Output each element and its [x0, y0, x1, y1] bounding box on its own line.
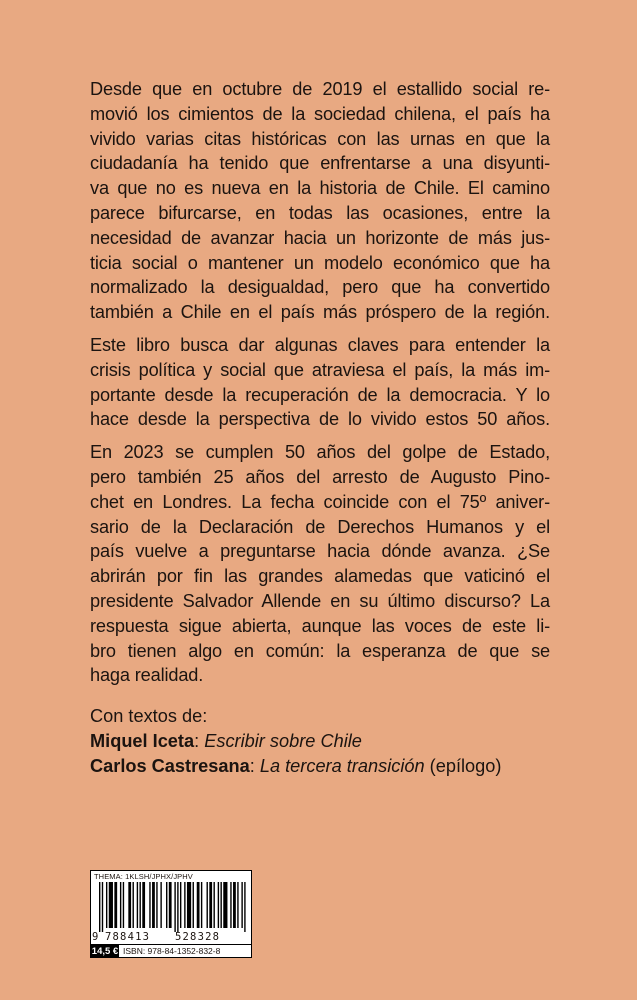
barcode-bar [241, 882, 242, 928]
barcode-bar [149, 882, 150, 928]
barcode-bar [193, 882, 194, 928]
barcode-digit-group-1: 788413 [105, 931, 151, 943]
text-line: chet en Londres. La fecha coincide con el 75º aniver- [90, 491, 550, 512]
text-line: va que no es nueva en la historia de Chile. El camino [90, 178, 550, 199]
text-line: presidente Salvador Allende en su último discurso? La [90, 590, 550, 611]
text-line: sario de la Declaración de Derechos Humanos y el [90, 516, 550, 537]
barcode-bar [223, 882, 227, 928]
barcode-bar [166, 882, 167, 928]
text-line: bro tienen algo en común: la esperanza de que se [90, 640, 550, 661]
barcode-bar [230, 882, 231, 928]
text-title: Escribir sobre Chile [204, 730, 362, 751]
barcode-bar [218, 882, 219, 928]
barcode-bar [213, 882, 214, 928]
credit-line [90, 754, 550, 779]
barcode-bar [174, 882, 175, 932]
barcode-bar [180, 882, 181, 928]
text-line: Este libro busca dar algunas claves para entender la [90, 334, 550, 355]
barcode-bar [102, 882, 103, 932]
price-isbn-row [91, 944, 251, 958]
barcode-bar [169, 882, 172, 928]
text-line: abrirán por fin las grandes alamedas que vaticinó el [90, 566, 550, 587]
barcode-bar [197, 882, 200, 928]
text-title: La tercera transición [259, 755, 425, 776]
text-line: hace desde la perspectiva de lo vivido estos 50 años. [90, 409, 550, 430]
barcode-bar [139, 882, 140, 928]
barcode-lead-digit: 9 [92, 931, 99, 943]
barcode-digit-group-2: 528328 [175, 931, 221, 943]
isbn-barcode-label [90, 870, 252, 958]
text-line: normalizado la desigualdad, pero que ha convertido [90, 277, 550, 298]
text-line: pero también 25 años del arresto de Augusto Pino- [90, 466, 550, 487]
text-line: respuesta sigue abierta, aunque las voces de este li- [90, 615, 550, 636]
author-name: Carlos Castresana [90, 755, 250, 776]
barcode-bar [114, 882, 117, 928]
barcode-bar [120, 882, 121, 928]
barcode-bar [233, 882, 236, 928]
barcode-bar [137, 882, 138, 928]
text-line: portante desde la recuperación de la democracia. Y lo [90, 384, 550, 405]
blurb-paragraph-2 [90, 333, 550, 432]
barcode-bar [177, 882, 178, 932]
barcode-bar [156, 882, 157, 928]
barcode-digits [91, 931, 251, 943]
thema-code: THEMA: 1KLSH/JPHX/JPHV [94, 872, 193, 881]
barcode-bar [244, 882, 245, 932]
text-line: necesidad de avanzar hacia un horizonte de más jus- [90, 227, 550, 248]
text-line: En 2023 se cumplen 50 años del golpe de Estado, [90, 442, 550, 463]
isbn-number: ISBN: 978-84-1352-832-8 [123, 946, 221, 956]
barcode-bar [106, 882, 107, 928]
barcode-bar [201, 882, 202, 928]
blurb-paragraph-1 [90, 77, 550, 325]
text-line: movió los cimientos de la sociedad chilena, el país ha [90, 103, 550, 124]
text-line: vivido varias citas históricas con las urnas en que la [90, 128, 550, 149]
barcode-bar [187, 882, 191, 928]
author-name: Miquel Iceta [90, 730, 195, 751]
credit-line [90, 729, 550, 754]
barcode-bar [209, 882, 212, 928]
text-line: crisis política y social que atraviesa el país, la más im- [90, 359, 550, 380]
title-suffix: (epílogo) [424, 755, 502, 776]
text-line: también a Chile en el país más próspero de la región. [90, 302, 550, 323]
back-cover-blurb [90, 77, 550, 696]
contributors-credits [90, 704, 550, 778]
separator: : [194, 730, 205, 751]
barcode-bar [160, 882, 161, 928]
text-line: ticia social o mantener un modelo económico que ha [90, 252, 550, 273]
barcode-bar [128, 882, 131, 928]
barcode-bar [133, 882, 134, 928]
barcode-bar [152, 882, 155, 928]
text-line: haga realidad. [90, 665, 204, 686]
text-line: país vuelve a preguntarse hacia dónde avanza. ¿Se [90, 541, 550, 562]
price-tag: 14,5 € [91, 946, 119, 957]
barcode-bar [109, 882, 113, 928]
barcode-bar [184, 882, 185, 928]
text-line: parece bifurcarse, en todas las ocasiones, entre la [90, 202, 550, 223]
barcode-bar [220, 882, 221, 928]
blurb-paragraph-3 [90, 440, 550, 688]
barcode-bar [99, 882, 100, 932]
text-line: ciudadanía ha tenido que enfrentarse a una disyunti- [90, 153, 550, 174]
barcode-bar [207, 882, 208, 928]
text-line: Desde que en octubre de 2019 el estallido social re- [90, 79, 550, 99]
barcode-bar [123, 882, 124, 928]
separator: : [249, 755, 260, 776]
barcode-bar [237, 882, 238, 928]
barcode-bars [99, 882, 247, 932]
credits-intro: Con textos de: [90, 706, 208, 726]
barcode-bar [142, 882, 145, 928]
